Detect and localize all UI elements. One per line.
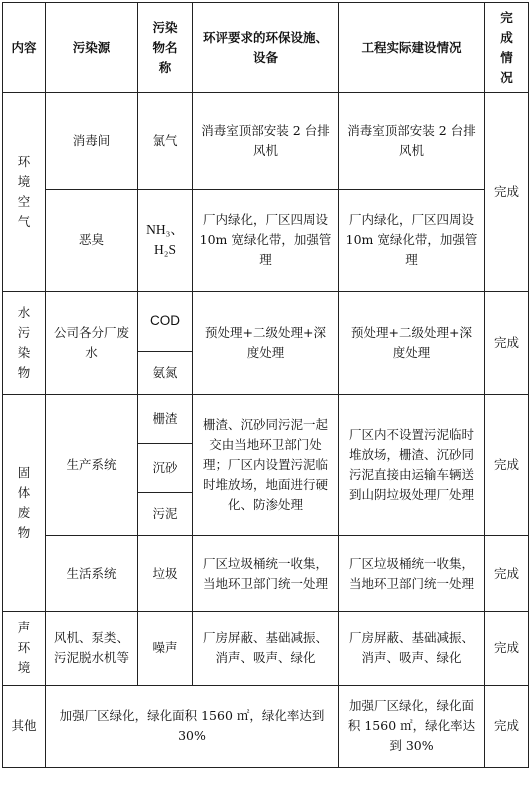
air-odor-row [3, 189, 529, 292]
solid-source-domestic: 生活系统 [46, 536, 138, 612]
noise-row [3, 612, 529, 686]
air-actual-disinfection: 消毒室顶部安装 2 台排风机 [339, 93, 485, 189]
solid-requirement-domestic: 厂区垃圾桶统一收集，当地环卫部门统一处理 [193, 536, 339, 612]
pollutant-nh3: NH₃、 [146, 222, 184, 238]
header-pollutant: 污染物名称 [138, 3, 193, 93]
solid-requirement-production: 栅渣、沉砂同污泥一起交由当地环卫部门处理；厂区内设置污泥临时堆放场，地面进行硬化、防渗处理 [193, 394, 339, 536]
air-status: 完成 [485, 93, 529, 292]
solid-source-production: 生产系统 [46, 394, 138, 536]
solid-status-domestic: 完成 [485, 536, 529, 612]
air-source-odor: 恶臭 [46, 189, 138, 292]
header-actual: 工程实际建设情况 [339, 3, 485, 93]
air-actual-odor: 厂内绿化，厂区四周设 10m 宽绿化带，加强管理 [339, 189, 485, 292]
water-actual: 预处理+二级处理+深度处理 [339, 292, 485, 395]
category-noise: 声环境 [3, 612, 46, 686]
noise-actual: 厂房屏蔽、基础减振、消声、吸声、绿化 [339, 612, 485, 686]
air-requirement-odor: 厂内绿化，厂区四周设 10m 宽绿化带，加强管理 [193, 189, 339, 292]
solid-pollutant-grit: 沉砂 [138, 443, 193, 492]
noise-status: 完成 [485, 612, 529, 686]
noise-pollutant: 噪声 [138, 612, 193, 686]
air-pollutant-chlorine: 氯气 [138, 93, 193, 189]
category-water: 水污染物 [3, 292, 46, 395]
solid-pollutant-screenings: 栅渣 [138, 394, 193, 443]
water-source: 公司各分厂废水 [46, 292, 138, 395]
solid-actual-domestic: 厂区垃圾桶统一收集，当地环卫部门统一处理 [339, 536, 485, 612]
solid-pollutant-garbage: 垃圾 [138, 536, 193, 612]
noise-requirement: 厂房屏蔽、基础减振、消声、吸声、绿化 [193, 612, 339, 686]
water-requirement: 预处理+二级处理+深度处理 [193, 292, 339, 395]
noise-source: 风机、泵类、污泥脱水机等 [46, 612, 138, 686]
water-cod-row [3, 292, 529, 351]
solid-pollutant-sludge: 污泥 [138, 493, 193, 536]
other-status: 完成 [485, 685, 529, 767]
header-source: 污染源 [46, 3, 138, 93]
water-status: 完成 [485, 292, 529, 395]
other-actual: 加强厂区绿化，绿化面积 1560 ㎡，绿化率达到 30% [339, 685, 485, 767]
air-requirement-disinfection: 消毒室顶部安装 2 台排风机 [193, 93, 339, 189]
header-row [3, 3, 529, 93]
solid-production-row-1 [3, 394, 529, 443]
solid-domestic-row [3, 536, 529, 612]
other-row [3, 685, 529, 767]
environmental-compliance-table [2, 2, 529, 768]
header-content: 内容 [3, 3, 46, 93]
air-disinfection-row [3, 93, 529, 189]
other-requirement: 加强厂区绿化，绿化面积 1560 ㎡，绿化率达到 30% [46, 685, 339, 767]
header-status: 完成情况 [485, 3, 529, 93]
solid-actual-production: 厂区内不设置污泥临时堆放场，栅渣、沉砂同污泥直接由运输车辆送到山阴垃圾处理厂处理 [339, 394, 485, 536]
air-source-disinfection: 消毒间 [46, 93, 138, 189]
air-pollutant-nh3-h2s [138, 189, 193, 292]
solid-status-production: 完成 [485, 394, 529, 536]
header-requirement: 环评要求的环保设施、设备 [193, 3, 339, 93]
category-other: 其他 [3, 685, 46, 767]
category-solid: 固体废物 [3, 394, 46, 611]
category-air: 环境空气 [3, 93, 46, 292]
pollutant-h2s: H₂S [154, 242, 176, 258]
water-pollutant-cod: COD [138, 292, 193, 351]
water-pollutant-ammonia: 氨氮 [138, 351, 193, 394]
